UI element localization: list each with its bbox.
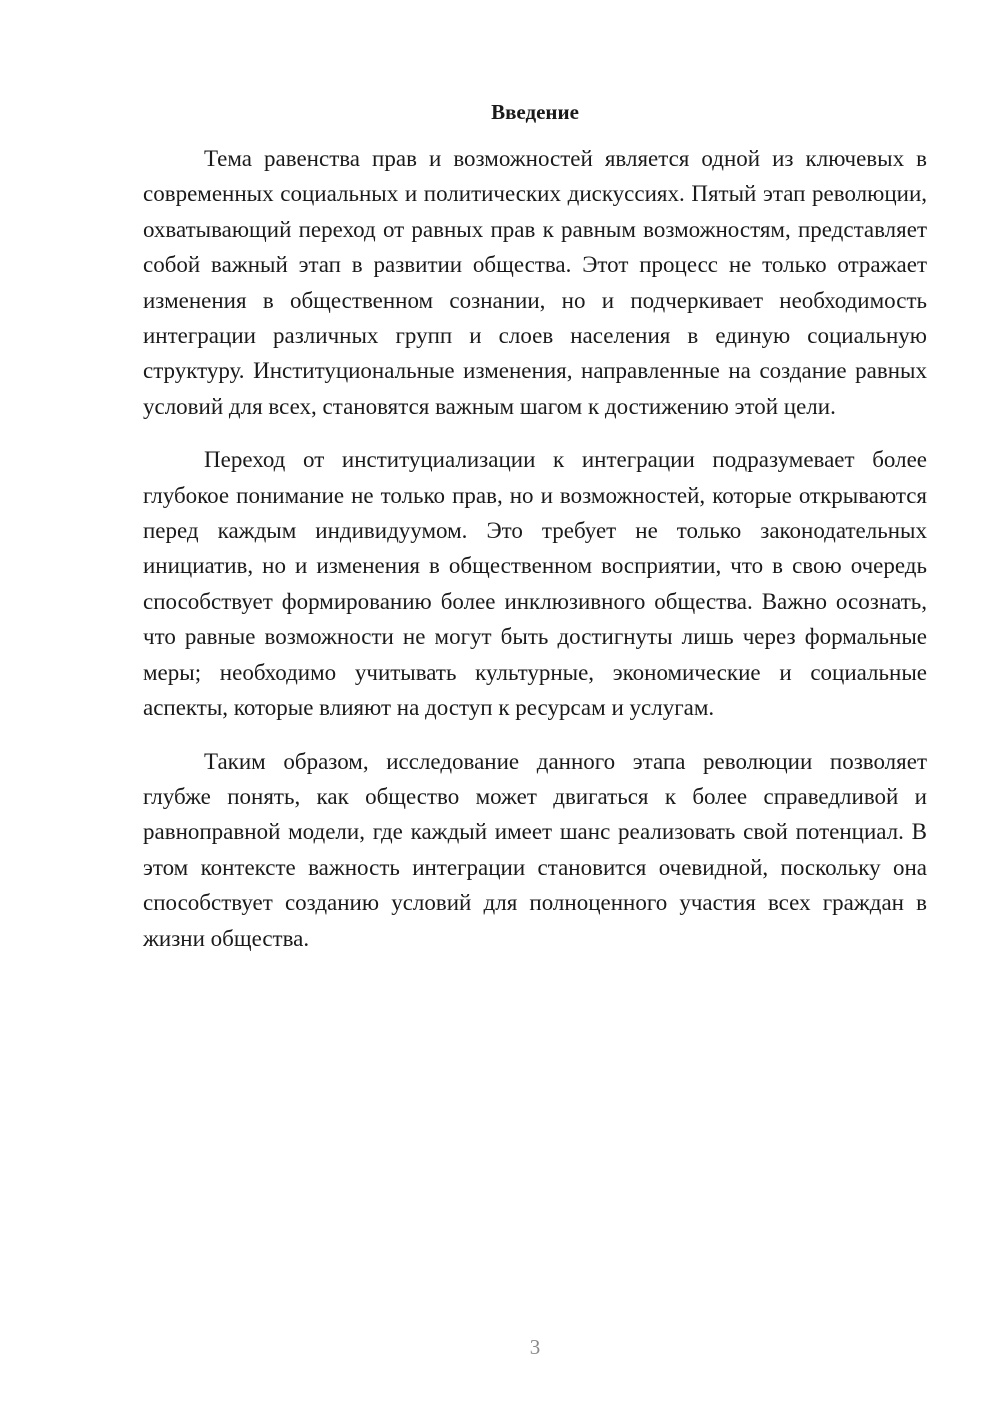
page-number: 3: [529, 1335, 541, 1359]
paragraph-2: Переход от институциализации к интеграции подразумевает более глубокое понимание не только прав, но и возможностей, которые открываются перед каждым индивидуумом. Это требует не только законодательных инициатив, но и изменения в общественном восприятии, что в свою очередь способствует формированию более инклюзивного общества. Важно осознать, что равные возможности не могут быть достигнуты лишь через формальные меры; необходимо учитывать культурные, экономические и социальные аспекты, которые влияют на доступ к ресурсам и услугам.: [143, 447, 927, 721]
body-text: [143, 141, 927, 974]
paragraph-1: Тема равенства прав и возможностей является одной из ключевых в современных социальных и политических дискуссиях. Пятый этап революции, охватывающий переход от равных прав к равным возможностям, представляет собой важный этап в развитии общества. Этот процесс не только отражает изменения в общественном сознании, но и подчеркивает необходимость интеграции различных групп и слоев населения в единую социальную структуру. Институциональные изменения, направленные на создание равных условий для всех, становятся важным шагом к достижению этой цели.: [143, 146, 927, 419]
paragraph-3: Таким образом, исследование данного этапа революции позволяет глубже понять, как общество может двигаться к более справедливой и равноправной модели, где каждый имеет шанс реализовать свой потенциал. В этом контексте важность интеграции становится очевидной, поскольку она способствует созданию условий для полноценного участия всех граждан в жизни общества.: [143, 748, 927, 951]
section-heading: Введение: [491, 100, 579, 124]
